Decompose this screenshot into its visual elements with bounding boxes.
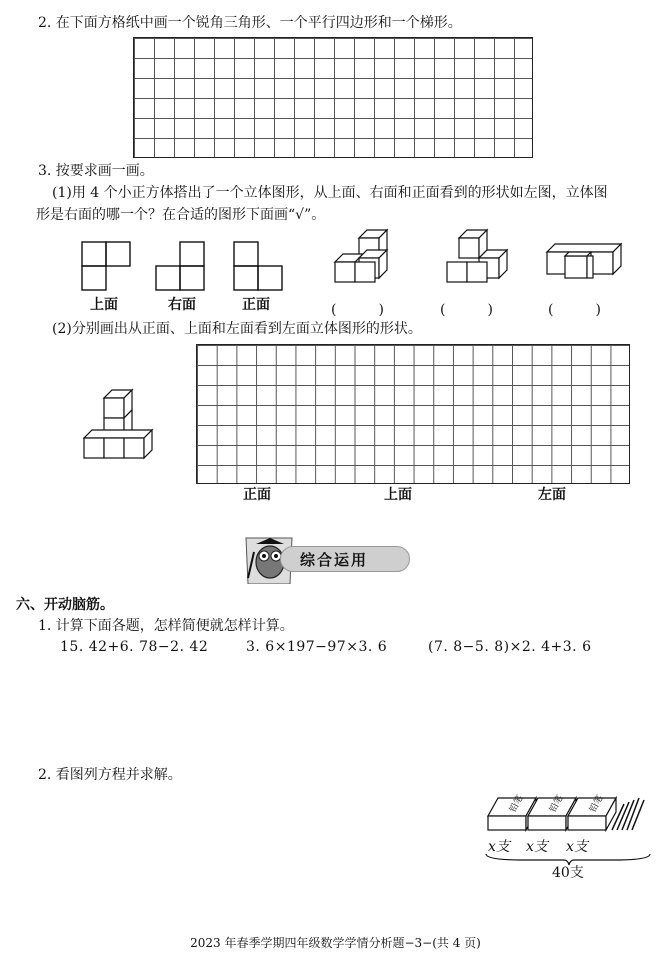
solid-figure (80, 388, 170, 468)
question-3-part1-line2: 形是右面的哪一个？在合适的图形下面画“√”。 (36, 207, 326, 223)
calc-expression-3: (7. 8−5. 8)×2. 4+3. 6 (428, 639, 592, 655)
page-footer: 2023 年春季学期四年级数学学情分析题−3−(共 4 页) (190, 936, 481, 950)
question-3-title: 3. 按要求画一画。 (38, 163, 154, 179)
question-2-text: 2. 在下面方格纸中画一个锐角三角形、一个平行四边形和一个梯形。 (38, 15, 462, 31)
grid-label-left: 左面 (538, 487, 566, 503)
x-label-3: x支 (566, 839, 588, 855)
answer-paren-1[interactable]: ( ) (331, 302, 384, 318)
view-label-right: 右面 (168, 297, 196, 313)
drawing-grid-1[interactable] (133, 37, 533, 158)
question-3-part1-line1: (1)用 4 个小正方体搭出了一个立体图形，从上面、右面和正面看到的形状如左图，立体图 (52, 185, 608, 201)
solid-options-figure (325, 224, 645, 298)
x-label-2: x支 (526, 839, 548, 855)
box-label-1: 铅笔 (508, 793, 526, 815)
box-label-3: 铅笔 (588, 793, 606, 815)
answer-paren-2[interactable]: ( ) (440, 302, 493, 318)
x-label-1: x支 (488, 839, 510, 855)
view-label-top: 上面 (90, 297, 118, 313)
grid-label-front: 正面 (243, 487, 271, 503)
section-6-question-2: 2. 看图列方程并求解。 (38, 767, 182, 783)
section-banner: 综合运用 (300, 551, 369, 569)
question-3-part2: (2)分别画出从正面、上面和左面看到左面立体图形的形状。 (52, 321, 422, 337)
section-6-question-1: 1. 计算下面各题，怎样简便就怎样计算。 (38, 618, 294, 634)
box-label-2: 铅笔 (548, 793, 566, 815)
view-label-front: 正面 (242, 297, 270, 313)
grid-label-top: 上面 (384, 487, 412, 503)
calc-expression-2: 3. 6×197−97×3. 6 (246, 639, 388, 655)
calc-expression-1: 15. 42+6. 78−2. 42 (60, 639, 209, 655)
views-figure (70, 236, 290, 296)
total-label: 40支 (552, 865, 584, 881)
answer-paren-3[interactable]: ( ) (548, 302, 601, 318)
drawing-grid-2[interactable] (196, 344, 630, 484)
section-6-title: 六、开动脑筋。 (16, 597, 114, 613)
